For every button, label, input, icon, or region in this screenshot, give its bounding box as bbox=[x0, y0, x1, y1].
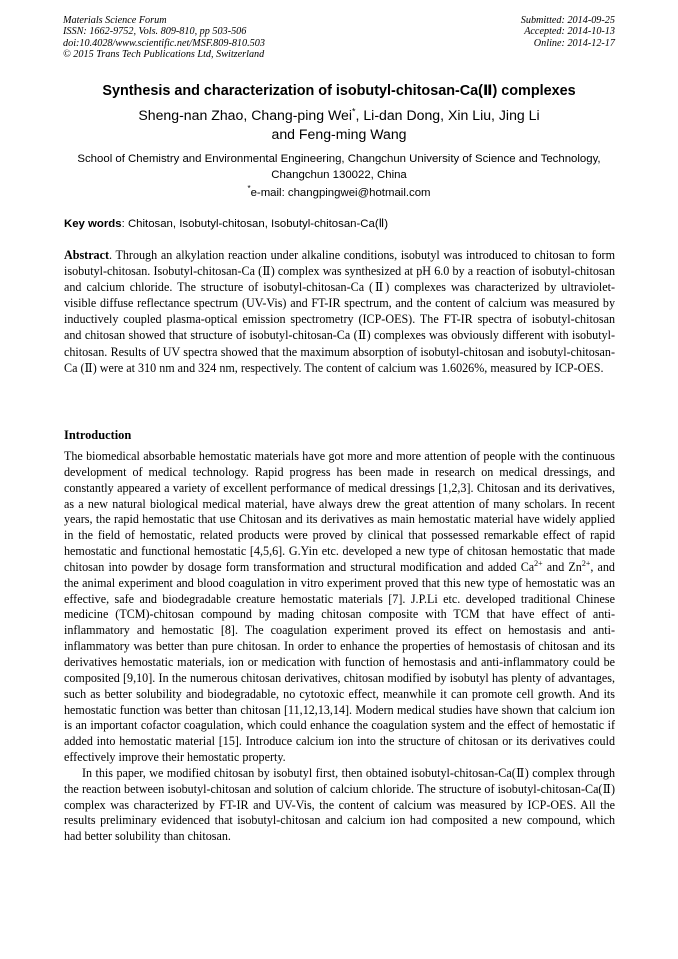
affiliation: School of Chemistry and Environmental Engineering, Changchun University of Science and Technology, Changchun 130022, China bbox=[77, 153, 601, 181]
journal-info bbox=[63, 15, 265, 61]
copyright-line: © 2015 Trans Tech Publications Ltd, Switzerland bbox=[63, 49, 265, 61]
abstract-label: Abstract bbox=[64, 248, 110, 262]
abstract-text: . Through an alkylation reaction under alkaline conditions, isobutyl was introduced to chitosan to form isobutyl-chitosan. Isobutyl-chitosan-Ca (Ⅱ) complex was synthesized at pH 6.0 by a reaction of isobutyl-chitosan and calcium chloride. The structure of isobutyl-chitosan-Ca (Ⅱ) complexes was characterized by ultraviolet-visible diffuse reflectance spectrum (UV-Vis) and FT-IR spectrum, and the content of calcium was measured by inductively coupled plasma-optical emission spectrometry (ICP-OES). The FT-IR spectra of isobutyl-chitosan and chitosan showed that structure of isobutyl-chitosan-Ca (Ⅱ) complexes was obviously different with isobutyl-chitosan. Results of UV spectra showed that the maximum absorption of isobutyl-chitosan and isobutyl-chitosan-Ca (Ⅱ) were at 310 nm and 324 nm, respectively. The content of calcium was 1.6026%, measured by ICP-OES. bbox=[64, 248, 615, 375]
corresponding-mark: * bbox=[352, 106, 356, 117]
keywords bbox=[64, 217, 616, 232]
paper-title: Synthesis and characterization of isobutyl-chitosan-Ca(Ⅱ) complexes bbox=[102, 83, 576, 99]
issn-line: ISSN: 1662-9752, Vols. 809-810, pp 503-506 bbox=[63, 26, 247, 38]
introduction-heading: Introduction bbox=[64, 428, 132, 442]
submitted-date: Submitted: 2014-09-25 bbox=[520, 15, 615, 26]
online-date: Online: 2014-12-17 bbox=[533, 37, 615, 49]
doi-line: doi:10.4028/www.scientific.net/MSF.809-810.503 bbox=[63, 37, 265, 49]
author-list bbox=[60, 106, 618, 144]
abstract bbox=[64, 247, 615, 376]
email-mark: * bbox=[247, 184, 251, 194]
zn-superscript: 2+ bbox=[581, 558, 591, 568]
intro-p1-text-b: and Zn bbox=[542, 559, 582, 574]
publication-dates bbox=[521, 15, 615, 49]
intro-p1-text-c: , and the animal experiment and blood coagulation in vitro experiment proved that this new type of hemostatic was an effective, safe and biodegradable creature hemostatic materials [7]. J.P.Li etc. developed traditional Chinese medicine (TCM)-chitosan compound by mading chitosan composite with TCM that have effect of anti-inflammatory and hemostatic [8]. The coagulation experiment proved its effect on hemostasis and anti-inflammatory was better than pure chitosan. In order to enhance the properties of hemostasis of chitosan and its derivatives hemostatic materials, ion or medication with function of hemostasis and anti-inflammatory could be composited [9,10]. In the numerous chitosan derivatives, chitosan modified by isobutyl has plenty of advantages, such as better solubility and biodegradable, no cytotoxic effect, meanwhile it can promote cell growth. And its hemostatic function was better than chitosan [11,12,13,14]. Modern medical studies have shown that calcium ion is an important cofactor coagulation, which could enhance the coagulation system and the effect of hemostatic if added into hemostatic material [15]. Introduce calcium ion into the structure of chitosan or its derivatives could effectively improve their hemostatic property. bbox=[64, 559, 615, 765]
introduction-body bbox=[64, 449, 615, 845]
contact-email bbox=[63, 186, 615, 201]
keywords-label: Key words bbox=[64, 218, 122, 230]
keywords-text: : Chitosan, Isobutyl-chitosan, Isobutyl-chitosan-Ca(Ⅱ) bbox=[121, 218, 389, 230]
journal-name: Materials Science Forum bbox=[63, 15, 167, 26]
authors-part-1: Sheng-nan Zhao, Chang-ping Wei bbox=[138, 107, 352, 123]
intro-paragraph-2: In this paper, we modified chitosan by isobutyl first, then obtained isobutyl-chitosan-Ca(Ⅱ) complex through the reaction between isobutyl-chitosan and solution of calcium chloride. The structure of isobutyl-chitosan-Ca(Ⅱ) complex was characterized by FT-IR and UV-Vis, the content of calcium was measured by ICP-OES. All the results preliminary evidenced that isobutyl-chitosan and calcium ion had composited a new compound, which had better solubility than chitosan. bbox=[64, 765, 615, 844]
intro-p1-text-a: The biomedical absorbable hemostatic materials have got more and more attention of people with the continuous development of medical technology. Rapid progress has been made in research on medical dressings, and constantly appeared a variety of excellent performance of medical dressings [1,2,3]. Chitosan and its derivatives, as a new natural biological medical material, have always drew the great attention of many scholars. In recent years, the rapid hemostatic that use Chitosan and its derivatives as main hemostatic material have widely applied in the field of hemostatic, related products were proved by clinical that possessed remarkable effect of rapid hemostatic and functional hemostatic [4,5,6]. G.Yin etc. developed a new type of chitosan hemostatic that made chitosan into powder by dosage form transformation and structural modification and added Ca bbox=[64, 449, 615, 574]
intro-paragraph-1 bbox=[64, 449, 615, 766]
authors-part-3: and Feng-ming Wang bbox=[271, 126, 407, 142]
accepted-date: Accepted: 2014-10-13 bbox=[524, 26, 615, 38]
ca-superscript: 2+ bbox=[534, 558, 543, 568]
authors-part-2: , Li-dan Dong, Xin Liu, Jing Li bbox=[355, 107, 540, 123]
email-text: e-mail: changpingwei@hotmail.com bbox=[250, 187, 431, 199]
